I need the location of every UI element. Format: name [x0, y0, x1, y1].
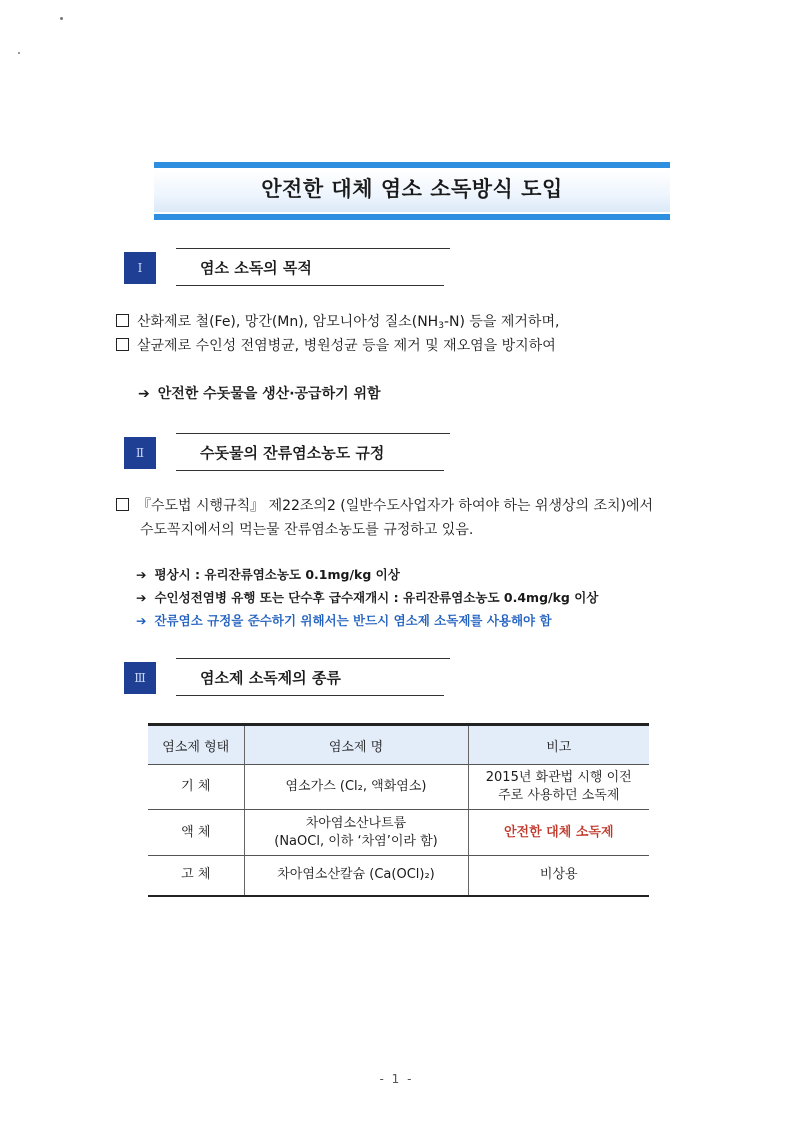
table-header-row	[148, 725, 649, 765]
arrow-icon: ➔	[136, 567, 147, 582]
section-2-heading	[124, 437, 454, 469]
checkbox-bullet	[116, 338, 129, 351]
cell-note: 2015년 화관법 시행 이전 주로 사용하던 소독제	[468, 765, 649, 810]
divider	[176, 658, 450, 659]
table-row	[148, 856, 649, 896]
table-row	[148, 810, 649, 856]
cell-form: 기 체	[148, 765, 244, 810]
page-title: 안전한 대체 염소 소독방식 도입	[261, 177, 563, 201]
section-title: 수돗물의 잔류염소농도 규정	[200, 444, 385, 462]
cell-form: 고 체	[148, 856, 244, 896]
section-numeral: Ⅲ	[124, 662, 156, 694]
scan-speck	[60, 17, 63, 20]
purpose-item-1: 산화제로 철(Fe), 망간(Mn), 암모니아성 질소$(NH_3-N)$ 등을 제거하며,	[116, 311, 559, 331]
section-numeral: Ⅰ	[124, 252, 156, 284]
divider	[176, 248, 450, 249]
title-bar-bottom	[154, 214, 670, 220]
section-title: 염소 소독의 목적	[200, 259, 312, 277]
disinfectant-table	[148, 723, 649, 897]
regulation-line-2: 수도꼭지에서의 먹는물 잔류염소농도를 규정하고 있음.	[140, 522, 474, 538]
column-header: 비고	[468, 725, 649, 765]
cell-note: 안전한 대체 소독제	[468, 810, 649, 856]
rule-normal: ➔ 평상시 : 유리잔류염소농도 0.1mg/kg 이상	[136, 567, 400, 582]
divider	[176, 695, 444, 696]
checkbox-bullet	[116, 498, 129, 511]
arrow-icon: ➔	[136, 613, 147, 628]
arrow-icon: ➔	[138, 386, 150, 402]
purpose-conclusion: ➔ 안전한 수돗물을 생산·공급하기 위함	[138, 386, 381, 402]
title-banner	[154, 162, 670, 222]
divider	[176, 470, 444, 471]
section-title: 염소제 소독제의 종류	[200, 669, 341, 687]
cell-name: 차아염소산나트륨 (NaOCl, 이하 ‘차염’이라 함)	[244, 810, 468, 856]
rule-epidemic: ➔ 수인성전염병 유행 또는 단수후 급수재개시 : 유리잔류염소농도 0.4mg/kg 이상	[136, 590, 599, 605]
regulation-line-1: 『수도법 시행규칙』 제22조의2 (일반수도사업자가 하여야 하는 위생상의 조치)에서	[116, 495, 653, 515]
cell-form: 액 체	[148, 810, 244, 856]
divider	[176, 433, 450, 434]
rule-requirement: ➔ 잔류염소 규정을 준수하기 위해서는 반드시 염소제 소독제를 사용해야 함	[136, 613, 552, 628]
arrow-icon: ➔	[136, 590, 147, 605]
page-number: - 1 -	[379, 1072, 414, 1086]
cell-name: 차아염소산칼슘 (Ca(OCl)₂)	[244, 856, 468, 896]
purpose-item-2: 살균제로 수인성 전염병균, 병원성균 등을 제거 및 재오염을 방지하여	[116, 335, 556, 355]
checkbox-bullet	[116, 314, 129, 327]
title-bar-top	[154, 162, 670, 168]
cell-name: 염소가스 (Cl₂, 액화염소)	[244, 765, 468, 810]
section-3-heading	[124, 662, 454, 694]
section-1-heading	[124, 252, 454, 284]
table-row	[148, 765, 649, 810]
section-numeral: Ⅱ	[124, 437, 156, 469]
column-header: 염소제 명	[244, 725, 468, 765]
divider	[176, 285, 444, 286]
scan-speck	[18, 52, 20, 54]
cell-note: 비상용	[468, 856, 649, 896]
column-header: 염소제 형태	[148, 725, 244, 765]
